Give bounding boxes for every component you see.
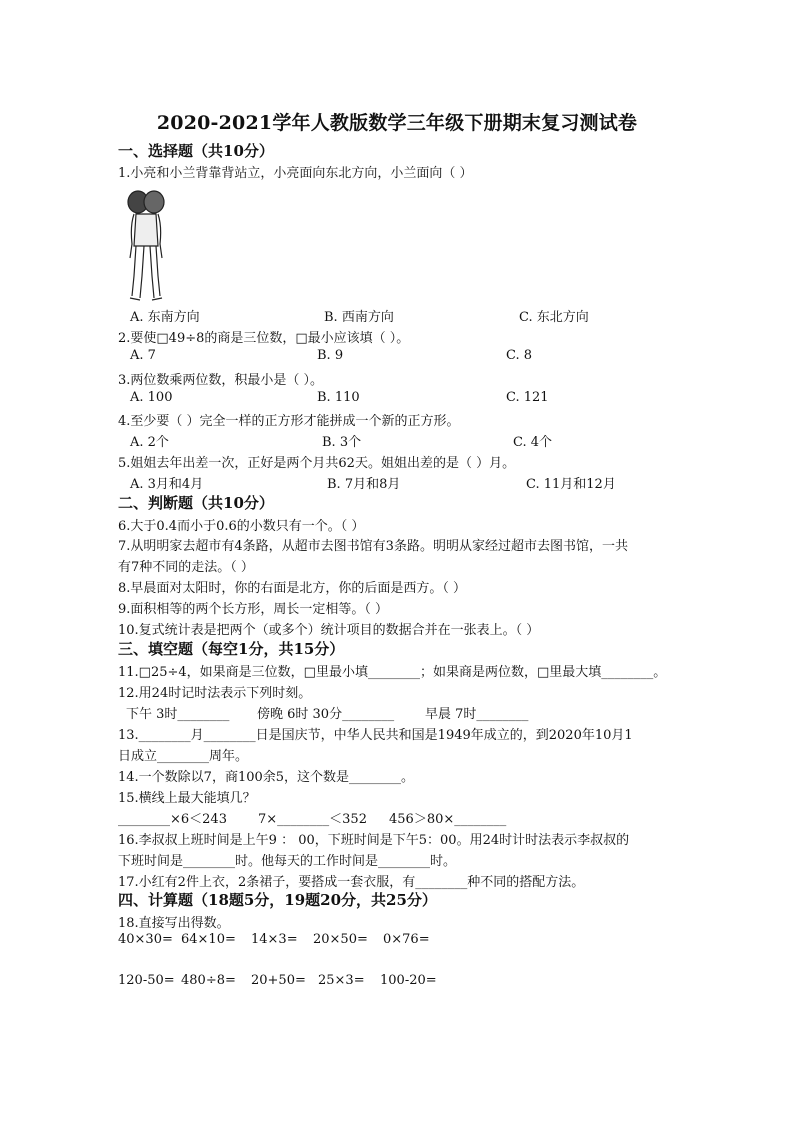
question-3: 3.两位数乘两位数，积最小是（ ）。: [118, 373, 324, 388]
calc-item: 14×3=: [251, 932, 298, 947]
q2-option-b: B. 9: [317, 348, 344, 363]
calc-item: 480÷8=: [181, 973, 236, 988]
question-13-line-2: 日成立________周年。: [118, 749, 249, 764]
q3-option-c: C. 121: [506, 390, 549, 405]
q2-option-c: C. 8: [506, 348, 533, 363]
question-12: 12.用24时记时法表示下列时刻。: [118, 686, 312, 701]
calc-item: 20+50=: [251, 973, 306, 988]
question-5: 5.姐姐去年出差一次，正好是两个月共62天。姐姐出差的是（ ）月。: [118, 456, 516, 471]
question-17: 17.小红有2件上衣，2条裙子，要搭成一套衣服，有________种不同的搭配方法。: [118, 875, 585, 890]
question-7-line-1: 7.从明明家去超市有4条路，从超市去图书馆有3条路。明明从家经过超市去图书馆，一共: [118, 539, 628, 554]
question-16-line-1: 16.李叔叔上班时间是上午9 ： 00，下班时间是下午5：00。用24时计时法表示李叔叔的: [118, 833, 630, 848]
q3-option-a: A. 100: [130, 390, 173, 405]
section-heading-calculation: 四、计算题（18题5分，19题20分，共25分）: [118, 891, 437, 909]
q1-option-b: B. 西南方向: [324, 310, 394, 325]
section-heading-true-false: 二、判断题（共10分）: [118, 494, 274, 512]
question-11: 11.□25÷4，如果商是三位数，□里最小填________；如果商是两位数，□里最大填________。: [118, 665, 667, 680]
question-4: 4.至少要（ ）完全一样的正方形才能拼成一个新的正方形。: [118, 414, 460, 429]
q1-option-a: A. 东南方向: [130, 310, 200, 325]
q5-option-c: C. 11月和12月: [526, 477, 616, 492]
section-heading-fill-in: 三、填空题（每空1分，共15分）: [118, 640, 345, 658]
question-18: 18.直接写出得数。: [118, 916, 230, 931]
calc-item: 40×30=: [118, 932, 173, 947]
calc-item: 100-20=: [380, 973, 437, 988]
question-6: 6.大于0.4而小于0.6的小数只有一个。（ ）: [118, 519, 365, 534]
section-heading-choice: 一、选择题（共10分）: [118, 142, 274, 160]
calc-item: 120-50=: [118, 973, 175, 988]
question-12-a: 下午 3时________: [126, 707, 230, 722]
question-2: 2.要使□49÷8的商是三位数，□最小应该填（ ）。: [118, 331, 410, 346]
question-7-line-2: 有7种不同的走法。（ ）: [118, 560, 254, 575]
question-15-c: 456＞80×________: [389, 812, 507, 827]
question-10: 10.复式统计表是把两个（或多个）统计项目的数据合并在一张表上。（ ）: [118, 623, 540, 638]
question-12-c: 早晨 7时________: [425, 707, 529, 722]
q4-option-b: B. 3个: [322, 435, 362, 450]
question-15-b: 7×________＜352: [258, 812, 367, 827]
question-16-line-2: 下班时间是________时。他每天的工作时间是________时。: [118, 854, 457, 869]
question-1: 1.小亮和小兰背靠背站立，小亮面向东北方向，小兰面向（ ）: [118, 166, 473, 181]
q3-option-b: B. 110: [317, 390, 360, 405]
question-15: 15.横线上最大能填几？: [118, 791, 256, 806]
question-9: 9.面积相等的两个长方形，周长一定相等。（ ）: [118, 602, 389, 617]
calc-item: 0×76=: [383, 932, 430, 947]
q4-option-c: C. 4个: [513, 435, 553, 450]
question-8: 8.早晨面对太阳时，你的右面是北方，你的后面是西方。（ ）: [118, 581, 467, 596]
q5-option-a: A. 3月和4月: [130, 477, 204, 492]
q4-option-a: A. 2个: [130, 435, 169, 450]
calc-item: 25×3=: [318, 973, 365, 988]
question-15-a: ________×6＜243: [118, 812, 227, 827]
question-14: 14.一个数除以7，商100余5，这个数是________。: [118, 770, 415, 785]
q5-option-b: B. 7月和8月: [327, 477, 401, 492]
calc-item: 64×10=: [181, 932, 236, 947]
question-12-b: 傍晚 6时 30分________: [257, 707, 395, 722]
page-title: 2020-2021学年人教版数学三年级下册期末复习测试卷: [156, 112, 638, 134]
q2-option-a: A. 7: [130, 348, 156, 363]
q1-option-c: C. 东北方向: [519, 310, 589, 325]
question-13-line-1: 13.________月________日是国庆节，中华人民共和国是1949年成立的，到2020年10月1: [118, 728, 633, 743]
calc-item: 20×50=: [313, 932, 368, 947]
back-to-back-children-illustration: [120, 186, 172, 304]
